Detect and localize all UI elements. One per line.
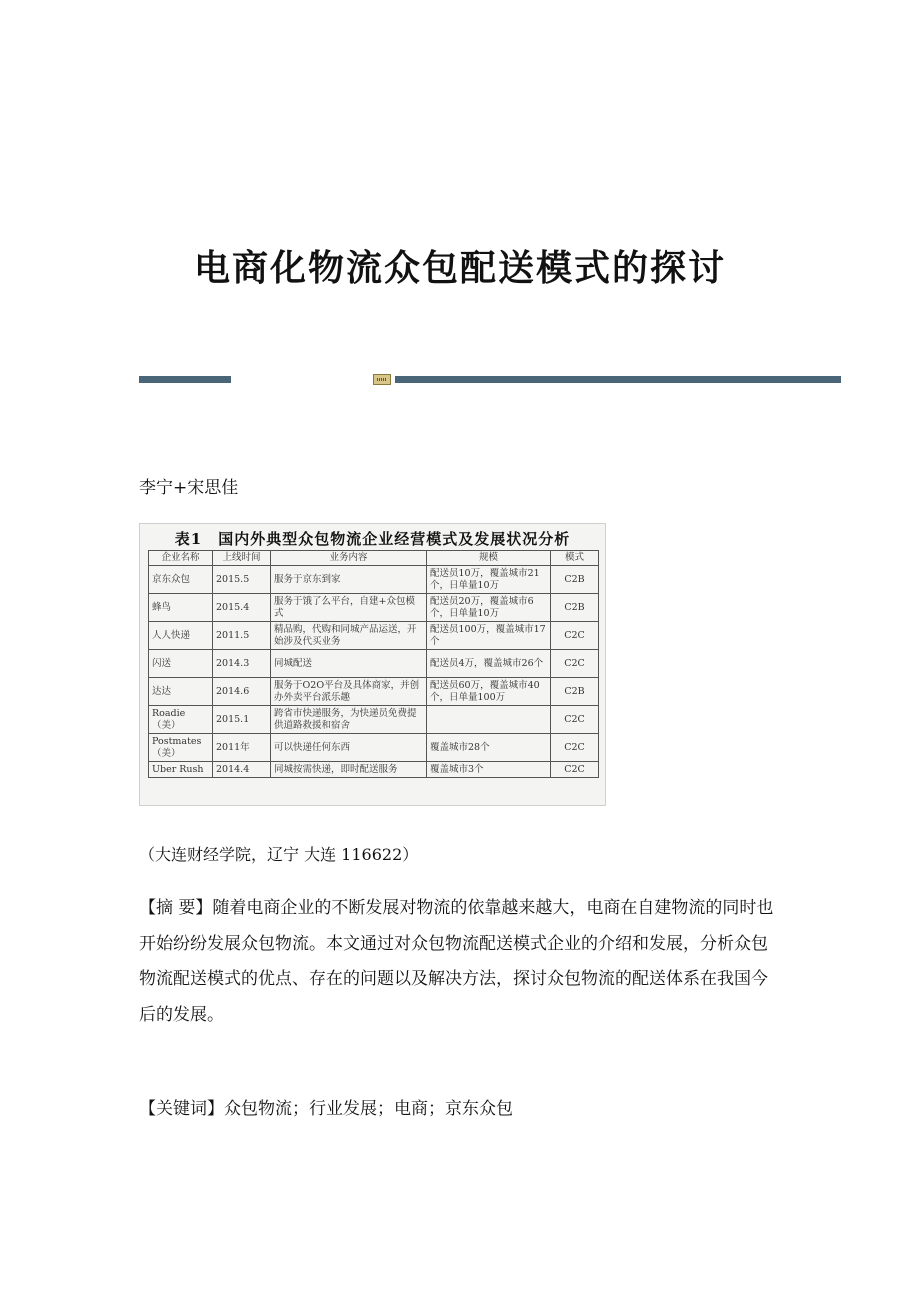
- header-mode: 模式: [551, 551, 599, 566]
- cell-company: 闪送: [149, 650, 213, 678]
- header-launch-date: 上线时间: [213, 551, 271, 566]
- keywords-text: 众包物流；行业发展；电商；京东众包: [224, 1099, 513, 1119]
- keywords-line: [139, 1094, 513, 1119]
- cell-launch-date: 2015.1: [213, 706, 271, 734]
- table-row: [149, 650, 599, 678]
- cell-company: 达达: [149, 678, 213, 706]
- cell-company: 蜂鸟: [149, 594, 213, 622]
- divider-bar-right: [395, 376, 841, 383]
- cell-scale: 配送员10万，覆盖城市21个，日单量10万: [427, 566, 551, 594]
- cell-company: Postmates（美）: [149, 734, 213, 762]
- cell-launch-date: 2015.4: [213, 594, 271, 622]
- cell-business: 服务于京东到家: [271, 566, 427, 594]
- abstract-paragraph: [139, 891, 779, 1033]
- cell-launch-date: 2014.4: [213, 762, 271, 778]
- cell-business: 同城按需快递，即时配送服务: [271, 762, 427, 778]
- cell-scale: 配送员100万，覆盖城市17个: [427, 622, 551, 650]
- cell-mode: C2C: [551, 622, 599, 650]
- cell-mode: C2B: [551, 678, 599, 706]
- cell-business: 跨省市快递服务，为快递员免费提供道路救援和宿舍: [271, 706, 427, 734]
- cell-launch-date: 2014.3: [213, 650, 271, 678]
- title-divider: [139, 375, 841, 384]
- cell-company: 人人快递: [149, 622, 213, 650]
- cell-company: Roadie（美）: [149, 706, 213, 734]
- table-row: [149, 678, 599, 706]
- cell-mode: C2C: [551, 706, 599, 734]
- table-row: [149, 762, 599, 778]
- keywords-label: 【关键词】: [139, 1099, 224, 1119]
- cell-company: 京东众包: [149, 566, 213, 594]
- cell-launch-date: 2011年: [213, 734, 271, 762]
- authors: 李宁+宋思佳: [139, 478, 239, 498]
- divider-ornament-icon: [373, 374, 391, 385]
- header-business: 业务内容: [271, 551, 427, 566]
- cell-business: 同城配送: [271, 650, 427, 678]
- cell-business: 精品购，代购和同城产品运送，开始涉及代买业务: [271, 622, 427, 650]
- abstract-label: 【摘 要】: [139, 898, 213, 918]
- table-figure: [139, 523, 606, 806]
- cell-scale: [427, 706, 551, 734]
- cell-mode: C2C: [551, 762, 599, 778]
- abstract-text: 随着电商企业的不断发展对物流的依靠越来越大，电商在自建物流的同时也开始纷纷发展众包物流。本文通过对众包物流配送模式企业的介绍和发展，分析众包物流配送模式的优点、存在的问题以及解决方法，探讨众包物流的配送体系在我国今后的发展。: [139, 898, 774, 1025]
- cell-scale: 配送员60万，覆盖城市40个，日单量100万: [427, 678, 551, 706]
- cell-launch-date: 2011.5: [213, 622, 271, 650]
- cell-scale: 覆盖城市28个: [427, 734, 551, 762]
- cell-business: 可以快递任何东西: [271, 734, 427, 762]
- document-title: 电商化物流众包配送模式的探讨: [193, 247, 726, 290]
- cell-mode: C2C: [551, 734, 599, 762]
- affiliation: （大连财经学院，辽宁 大连 116622）: [139, 845, 419, 864]
- table-row: [149, 734, 599, 762]
- table-header-row: [149, 551, 599, 566]
- cell-business: 服务于饿了么平台，自建+众包模式: [271, 594, 427, 622]
- cell-company: Uber Rush: [149, 762, 213, 778]
- cell-mode: C2B: [551, 566, 599, 594]
- divider-bar-left: [139, 376, 231, 383]
- table-caption: 表1 国内外典型众包物流企业经营模式及发展状况分析: [174, 530, 571, 548]
- cell-scale: 覆盖城市3个: [427, 762, 551, 778]
- header-company: 企业名称: [149, 551, 213, 566]
- table-row: [149, 706, 599, 734]
- cell-scale: 配送员20万，覆盖城市6个，日单量10万: [427, 594, 551, 622]
- cell-launch-date: 2015.5: [213, 566, 271, 594]
- cell-business: 服务于O2O平台及具体商家，并创办外卖平台派乐趣: [271, 678, 427, 706]
- cell-scale: 配送员4万，覆盖城市26个: [427, 650, 551, 678]
- operations-table: [148, 550, 599, 778]
- table-row: [149, 594, 599, 622]
- header-scale: 规模: [427, 551, 551, 566]
- cell-mode: C2C: [551, 650, 599, 678]
- table-row: [149, 566, 599, 594]
- cell-launch-date: 2014.6: [213, 678, 271, 706]
- table-row: [149, 622, 599, 650]
- cell-mode: C2B: [551, 594, 599, 622]
